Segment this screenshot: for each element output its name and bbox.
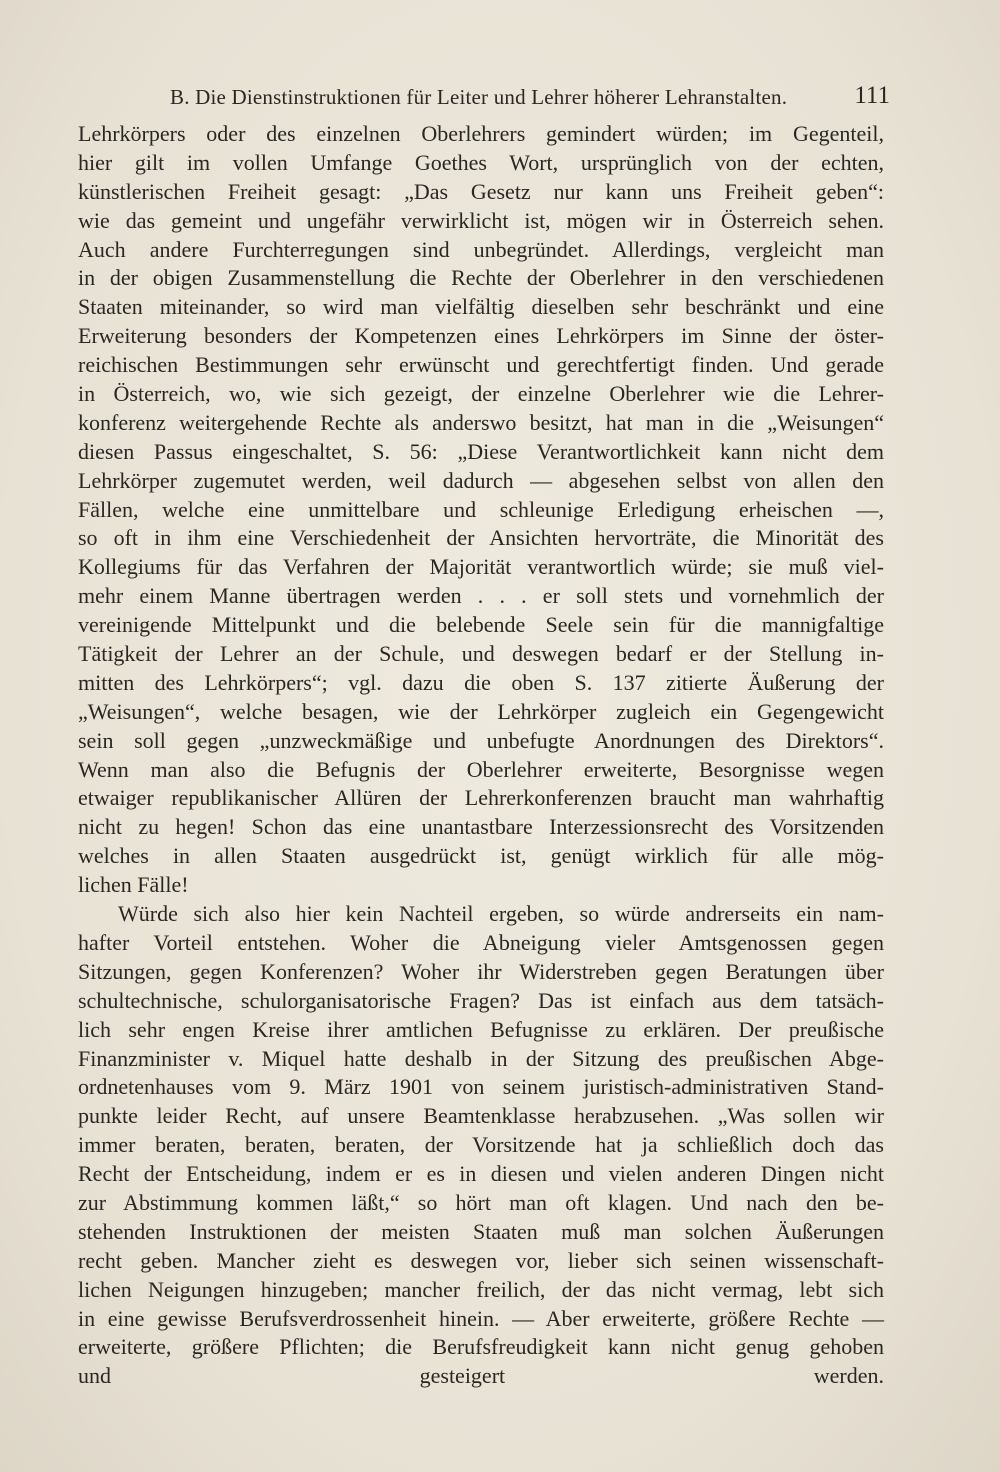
text-line: Lehrkörper zugemutet werden, weil dadurch — abgesehen selbst von allen den bbox=[78, 467, 884, 493]
paragraph-end-line bbox=[78, 1391, 884, 1420]
text-line: in der obigen Zusammenstellung die Rechte der Oberlehrer in den verschiedenen bbox=[78, 265, 884, 291]
text-line: immer beraten, beraten, beraten, der Vorsitzende hat ja schließlich doch das bbox=[78, 1132, 884, 1158]
text-line: und gesteigert werden. bbox=[78, 1363, 884, 1389]
text-line: „Weisungen“, welche besagen, wie der Lehrkörper zugleich ein Gegengewicht bbox=[78, 698, 884, 724]
page-number: 111 bbox=[854, 82, 890, 109]
text-line: reichischen Bestimmungen sehr erwünscht und gerechtfertigt finden. Und gerade bbox=[78, 352, 884, 378]
text-line: diesen Passus eingeschaltet, S. 56: „Diese Verantwortlichkeit kann nicht dem bbox=[78, 438, 884, 464]
text-line: Lehrkörpers oder des einzelnen Oberlehrers gemindert würden; im Gegenteil, bbox=[78, 121, 884, 146]
text-line: punkte leider Recht, auf unsere Beamtenklasse herabzusehen. „Was sollen wir bbox=[78, 1103, 884, 1129]
text-line: recht geben. Mancher zieht es deswegen vor, lieber sich seinen wissenschaft- bbox=[78, 1247, 884, 1273]
text-line: stehenden Instruktionen der meisten Staaten muß man solchen Äußerungen bbox=[78, 1218, 884, 1244]
page-header bbox=[170, 76, 898, 110]
text-line: etwaiger republikanischer Allüren der Lehrerkonferenzen braucht man wahrhaftig bbox=[78, 785, 884, 811]
running-title: B. Die Dienstinstruktionen für Leiter und Lehrer höherer Lehranstalten. bbox=[170, 85, 788, 109]
text-line: mehr einem Manne übertragen werden . . . er soll stets und vornehmlich der bbox=[78, 583, 884, 609]
text-line: ordnetenhauses vom 9. März 1901 von seinem juristisch-administrativen Stand- bbox=[78, 1074, 884, 1100]
text-line: vereinigende Mittelpunkt und die belebende Seele sein für die mannigfaltige bbox=[78, 612, 884, 638]
text-line: lichen Neigungen hinzugeben; mancher freilich, der das nicht vermag, lebt sich bbox=[78, 1276, 884, 1302]
text-line: erweiterte, größere Pflichten; die Berufsfreudigkeit kann nicht genug gehoben bbox=[78, 1334, 884, 1360]
text-line: lich sehr engen Kreise ihrer amtlichen Befugnisse zu erklären. Der preußische bbox=[78, 1016, 884, 1042]
text-line: in eine gewisse Berufsverdrossenheit hinein. — Aber erweiterte, größere Rechte — bbox=[78, 1305, 884, 1331]
paragraph-end-line: lichen Fälle! bbox=[78, 872, 189, 898]
text-line: Wenn man also die Befugnis der Oberlehrer erweiterte, Besorgnisse wegen bbox=[78, 756, 884, 782]
text-line: welches in allen Staaten ausgedrückt ist, genügt wirklich für alle mög- bbox=[78, 843, 884, 869]
paragraph-start-line: Würde sich also hier kein Nachteil ergeben, so würde andrerseits ein nam- bbox=[118, 901, 884, 927]
text-line: so oft in ihm eine Verschiedenheit der Ansichten hervorträte, die Minorität des bbox=[78, 525, 884, 551]
text-line: sein soll gegen „unzweckmäßige und unbefugte Anordnungen des Direktors“. bbox=[78, 727, 884, 753]
text-line: Kollegiums für das Verfahren der Majorität verantwortlich würde; sie muß viel- bbox=[78, 554, 884, 580]
text-line: in Österreich, wo, wie sich gezeigt, der einzelne Oberlehrer wie die Lehrer- bbox=[78, 381, 884, 407]
text-line: schultechnische, schulorganisatorische Fragen? Das ist einfach aus dem tatsäch- bbox=[78, 987, 884, 1013]
text-line: hier gilt im vollen Umfange Goethes Wort, ursprünglich von der echten, bbox=[78, 149, 884, 175]
text-line: hafter Vorteil entstehen. Woher die Abneigung vieler Amtsgenossen gegen bbox=[78, 929, 884, 955]
text-line: Erweiterung besonders der Kompetenzen eines Lehrkörpers im Sinne der öster- bbox=[78, 323, 884, 349]
text-line: Fällen, welche eine unmittelbare und schleunige Erledigung erheischen —, bbox=[78, 496, 884, 522]
text-line: mitten des Lehrkörpers“; vgl. dazu die oben S. 137 zitierte Äußerung der bbox=[78, 669, 884, 695]
text-line: künstlerischen Freiheit gesagt: „Das Gesetz nur kann uns Freiheit geben“: bbox=[78, 178, 884, 204]
text-line: nicht zu hegen! Schon das eine unantastbare Interzessionsrecht des Vorsitzenden bbox=[78, 814, 884, 840]
text-line: Auch andere Furchterregungen sind unbegründet. Allerdings, vergleicht man bbox=[78, 236, 884, 262]
text-line: Sitzungen, gegen Konferenzen? Woher ihr Widerstreben gegen Beratungen über bbox=[78, 958, 884, 984]
text-line: zur Abstimmung kommen läßt,“ so hört man oft klagen. Und nach den be- bbox=[78, 1189, 884, 1215]
text-line: Finanzminister v. Miquel hatte deshalb in der Sitzung des preußischen Abge- bbox=[78, 1045, 884, 1071]
text-line: Recht der Entscheidung, indem er es in diesen und vielen anderen Dingen nicht bbox=[78, 1161, 884, 1187]
body-text bbox=[78, 120, 884, 1420]
text-line: Tätigkeit der Lehrer an der Schule, und deswegen bedarf er der Stellung in- bbox=[78, 641, 884, 667]
text-line: wie das gemeint und ungefähr verwirklicht ist, mögen wir in Österreich sehen. bbox=[78, 207, 884, 233]
text-line: konferenz weitergehende Rechte als anderswo besitzt, hat man in die „Weisungen“ bbox=[78, 409, 884, 435]
text-line: Staaten miteinander, so wird man vielfältig dieselben sehr beschränkt und eine bbox=[78, 294, 884, 320]
